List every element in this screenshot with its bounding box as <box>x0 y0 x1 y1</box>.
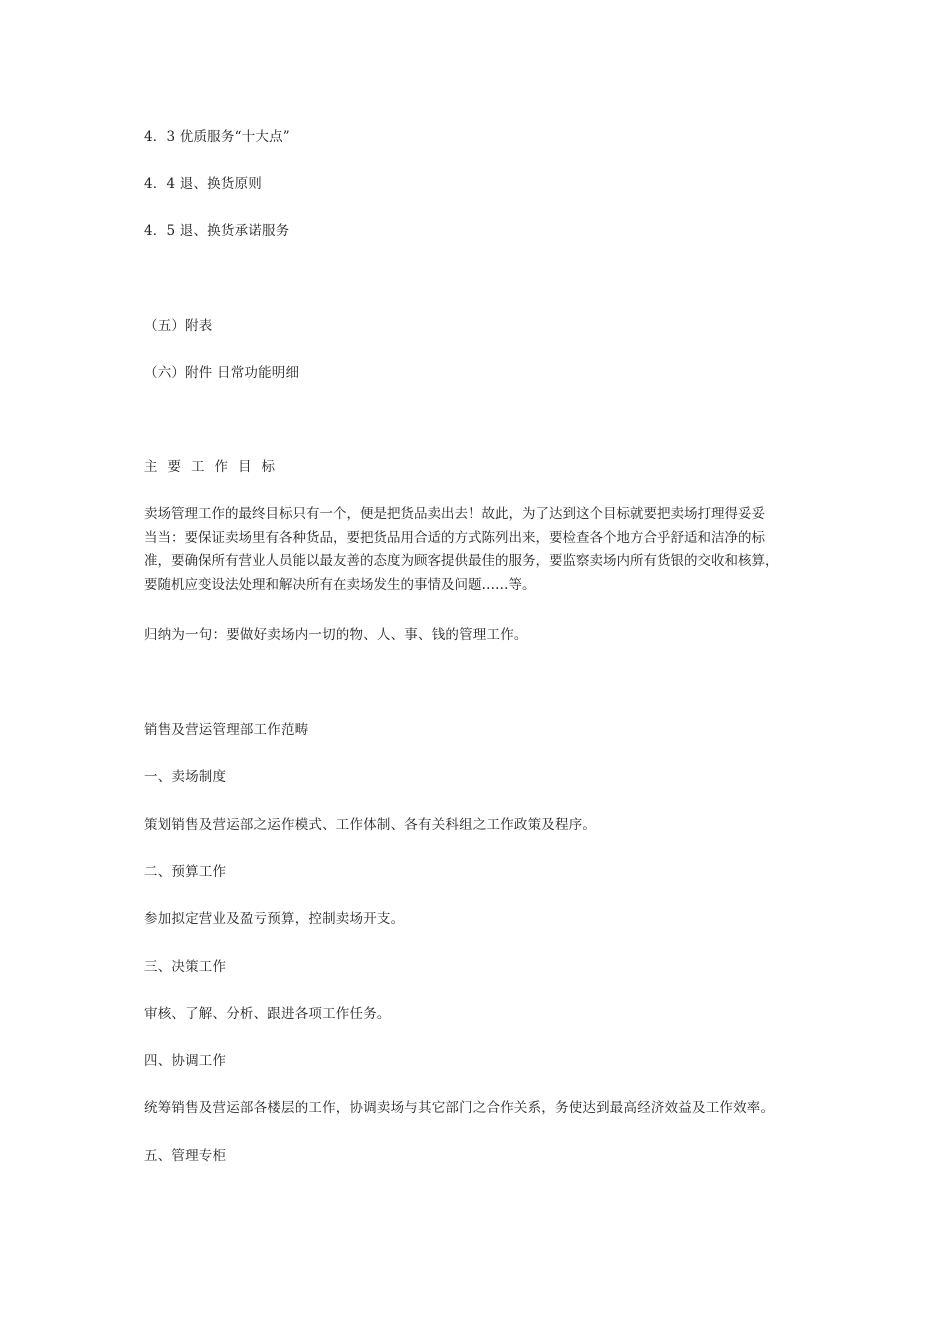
scope-heading: 销售及营运管理部工作范畴 <box>144 722 309 738</box>
goals-heading: 主要工作目标 <box>144 459 285 475</box>
toc-item-4-4: 4．4 退、换货原则 <box>144 176 262 192</box>
section-3-title: 三、决策工作 <box>144 959 227 975</box>
section-2-title: 二、预算工作 <box>144 864 227 880</box>
goals-paragraph-line: 要随机应变设法处理和解决所有在卖场发生的事情及问题……等。 <box>144 576 536 593</box>
toc-item-5: （五）附表 <box>144 318 213 334</box>
section-3-text: 审核、了解、分析、跟进各项工作任务。 <box>144 1006 391 1022</box>
goals-paragraph-line: 准，要确保所有营业人员能以最友善的态度为顾客提供最佳的服务，要监察卖场内所有货银的交收和核算， <box>144 553 779 569</box>
section-1-title: 一、卖场制度 <box>144 769 227 785</box>
toc-item-4-5: 4．5 退、换货承诺服务 <box>144 223 290 239</box>
section-5-title: 五、管理专柜 <box>144 1148 227 1164</box>
toc-item-6: （六）附件 日常功能明细 <box>144 365 300 381</box>
toc-item-4-3: 4．3 优质服务“十大点” <box>144 129 290 145</box>
goals-paragraph-line: 当当：要保证卖场里有各种货品，要把货品用合适的方式陈列出来，要检查各个地方合乎舒适和洁净的标 <box>144 529 765 546</box>
goals-paragraph <box>144 503 814 597</box>
goals-paragraph-line: 卖场管理工作的最终目标只有一个，便是把货品卖出去！故此，为了达到这个目标就要把卖场打理得妥妥 <box>144 506 765 522</box>
section-4-title: 四、协调工作 <box>144 1053 227 1069</box>
goals-summary: 归纳为一句：要做好卖场内一切的物、人、事、钱的管理工作。 <box>144 627 528 643</box>
section-1-text: 策划销售及营运部之运作模式、工作体制、各有关科组之工作政策及程序。 <box>144 817 597 833</box>
section-2-text: 参加拟定营业及盈亏预算，控制卖场开支。 <box>144 911 405 927</box>
section-4-text: 统筹销售及营运部各楼层的工作，协调卖场与其它部门之合作关系，务使达到最高经济效益及工作效率。 <box>144 1100 775 1116</box>
